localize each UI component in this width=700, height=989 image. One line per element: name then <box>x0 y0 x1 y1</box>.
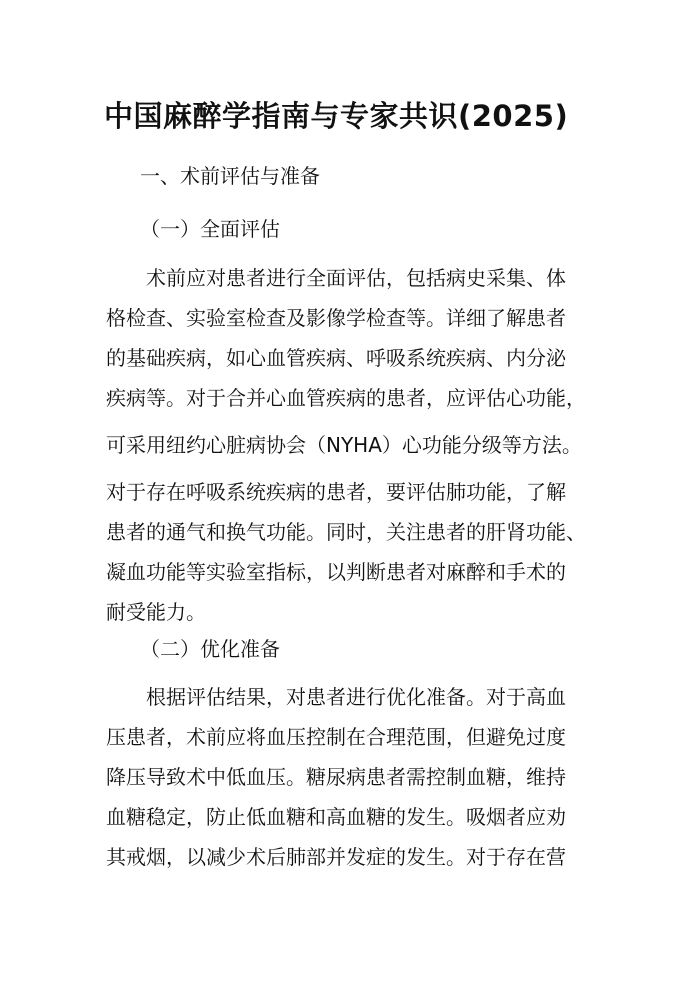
subsection-heading-optimization: （二）优化准备 <box>140 637 280 661</box>
section-heading-preop: 一、术前评估与准备 <box>140 164 320 188</box>
paragraph-assessment <box>106 258 606 632</box>
paragraph-line: 其戒烟，以减少术后肺部并发症的发生。对于存在营 <box>106 845 566 869</box>
paragraph-line: 降压导致术中低血压。糖尿病患者需控制血糖，维持 <box>106 765 566 789</box>
paragraph-line: 血糖稳定，防止低血糖和高血糖的发生。吸烟者应劝 <box>106 805 566 829</box>
paragraph-line: 耐受能力。 <box>106 600 206 624</box>
paragraph-line: 术前应对患者进行全面评估，包括病史采集、体 <box>106 266 566 290</box>
paragraph-line: 患者的通气和换气功能。同时，关注患者的肝肾功能、 <box>106 520 586 544</box>
paragraph-line: 对于存在呼吸系统疾病的患者，要评估肺功能，了解 <box>106 480 566 504</box>
subsection-heading-assessment: （一）全面评估 <box>140 217 280 241</box>
paragraph-line: 凝血功能等实验室指标，以判断患者对麻醉和手术的 <box>106 560 566 584</box>
paragraph-line: 可采用纽约心脏病协会（NYHA）心功能分级等方法。 <box>106 433 582 457</box>
paragraph-line: 压患者，术前应将血压控制在合理范围，但避免过度 <box>106 725 566 749</box>
paragraph-line: 格检查、实验室检查及影像学检查等。详细了解患者 <box>106 306 566 330</box>
paragraph-line: 的基础疾病，如心血管疾病、呼吸系统疾病、内分泌 <box>106 346 566 370</box>
document-title: 中国麻醉学指南与专家共识(2025) <box>104 99 569 133</box>
paragraph-line: 疾病等。对于合并心血管疾病的患者，应评估心功能， <box>106 386 586 410</box>
paragraph-line: 根据评估结果，对患者进行优化准备。对于高血 <box>106 685 566 709</box>
paragraph-optimization <box>106 677 606 877</box>
